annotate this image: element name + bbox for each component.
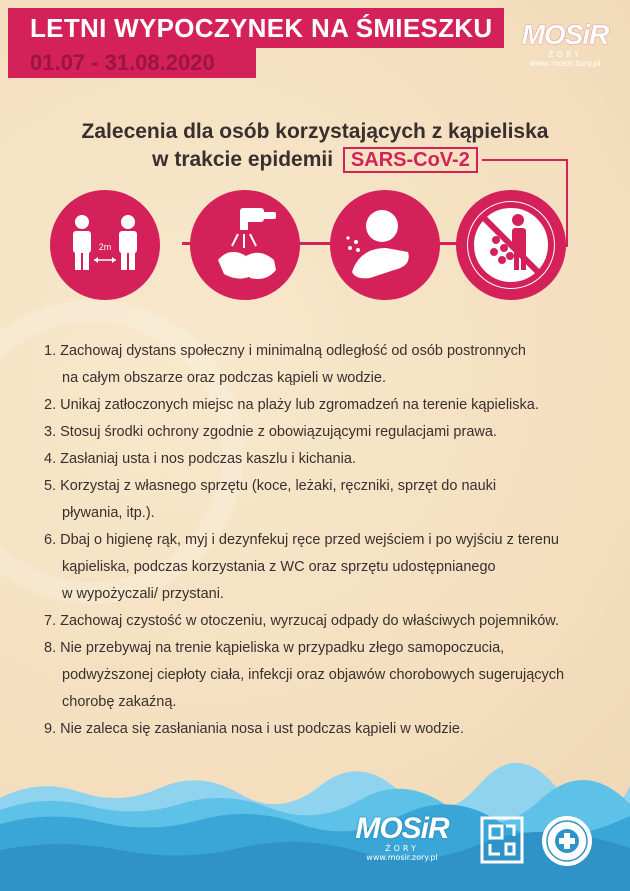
no-crowds-icon [456,190,566,300]
rules-list [44,338,604,743]
rule-text: 4. Zasłaniaj usta i nos podczas kaszlu i kichania. [44,451,356,467]
footer-logo-word: MOSiR [355,812,449,845]
rule-text: 7. Zachowaj czystość w otoczeniu, wyrzucaj odpady do właściwych pojemników. [44,613,559,629]
rule-text-cont: w wypożyczali/ przystani. [62,586,224,602]
date-range [8,48,256,78]
list-item [44,473,604,527]
rule-text-cont: kąpieliska, podczas korzystania z WC oraz sprzętu udostępnianego [62,559,496,575]
heading-line2: w trakcie epidemii [152,148,334,171]
mosir-logo [510,20,620,70]
list-item [44,338,604,392]
rule-text: 6. Dbaj o higienę rąk, myj i dezynfekuj ręce przed wejściem i po wyjściu z terenu [44,532,559,548]
rule-text-cont: podwyższonej ciepłoty ciała, infekcji oraz objawów chorobowych sugerujących [62,667,565,683]
list-item [44,635,604,716]
rule-text: 8. Nie przebywaj na trenie kąpieliska w przypadku złego samopoczucia, [44,640,505,656]
icon-row [62,190,562,300]
rule-text-cont: pływania, itp.). [62,505,155,521]
rule-text: 2. Unikaj zatłoczonych miejsc na plaży lub zgromadzeń na terenie kąpieliska. [44,397,539,413]
heading-line1: Zalecenia dla osób korzystających z kąpieliska [81,120,549,143]
distance-label: 2m [98,242,112,252]
list-item [44,608,604,635]
footer-logos [0,812,630,882]
list-item [44,392,604,419]
footer-logo-sub: ŻORY [385,844,419,853]
cough-cover-icon [330,190,440,300]
footer-mosir-logo [350,814,454,863]
logo-url: www.mosir.zory.pl [529,59,601,68]
rule-text-cont: na całym obszarze oraz podczas kąpieli w wodzie. [62,370,386,386]
rule-text: 1. Zachowaj dystans społeczny i minimalną odległość od osób postronnych [44,343,526,359]
rescue-service-emblem-icon [540,814,594,868]
logo-word: MOSiR [521,19,609,50]
poster-title: LETNI WYPOCZYNEK NA ŚMIESZKU [8,8,504,48]
list-item [44,716,604,743]
people-distance-icon [50,190,160,300]
rule-text: 3. Stosuj środki ochrony zgodnie z obowiązującymi regulacjami prawa. [44,424,497,440]
header [0,0,630,78]
list-item [44,527,604,608]
footer-logo-url: www.mosir.zory.pl [366,853,438,862]
city-emblem-icon [480,816,524,864]
list-item [44,419,604,446]
date-range-text: 01.07 - 31.08.2020 [30,50,215,75]
hand-washing-icon [190,190,300,300]
virus-badge: SARS-CoV-2 [343,147,478,173]
rule-text: 9. Nie zaleca się zasłaniania nosa i ust podczas kąpieli w wodzie. [44,721,464,737]
logo-sub: ŻORY [548,50,582,59]
rule-text: 5. Korzystaj z własnego sprzętu (koce, leżaki, ręczniki, sprzęt do nauki [44,478,497,494]
rule-text-cont: chorobę zakaźną. [62,694,177,710]
list-item [44,446,604,473]
